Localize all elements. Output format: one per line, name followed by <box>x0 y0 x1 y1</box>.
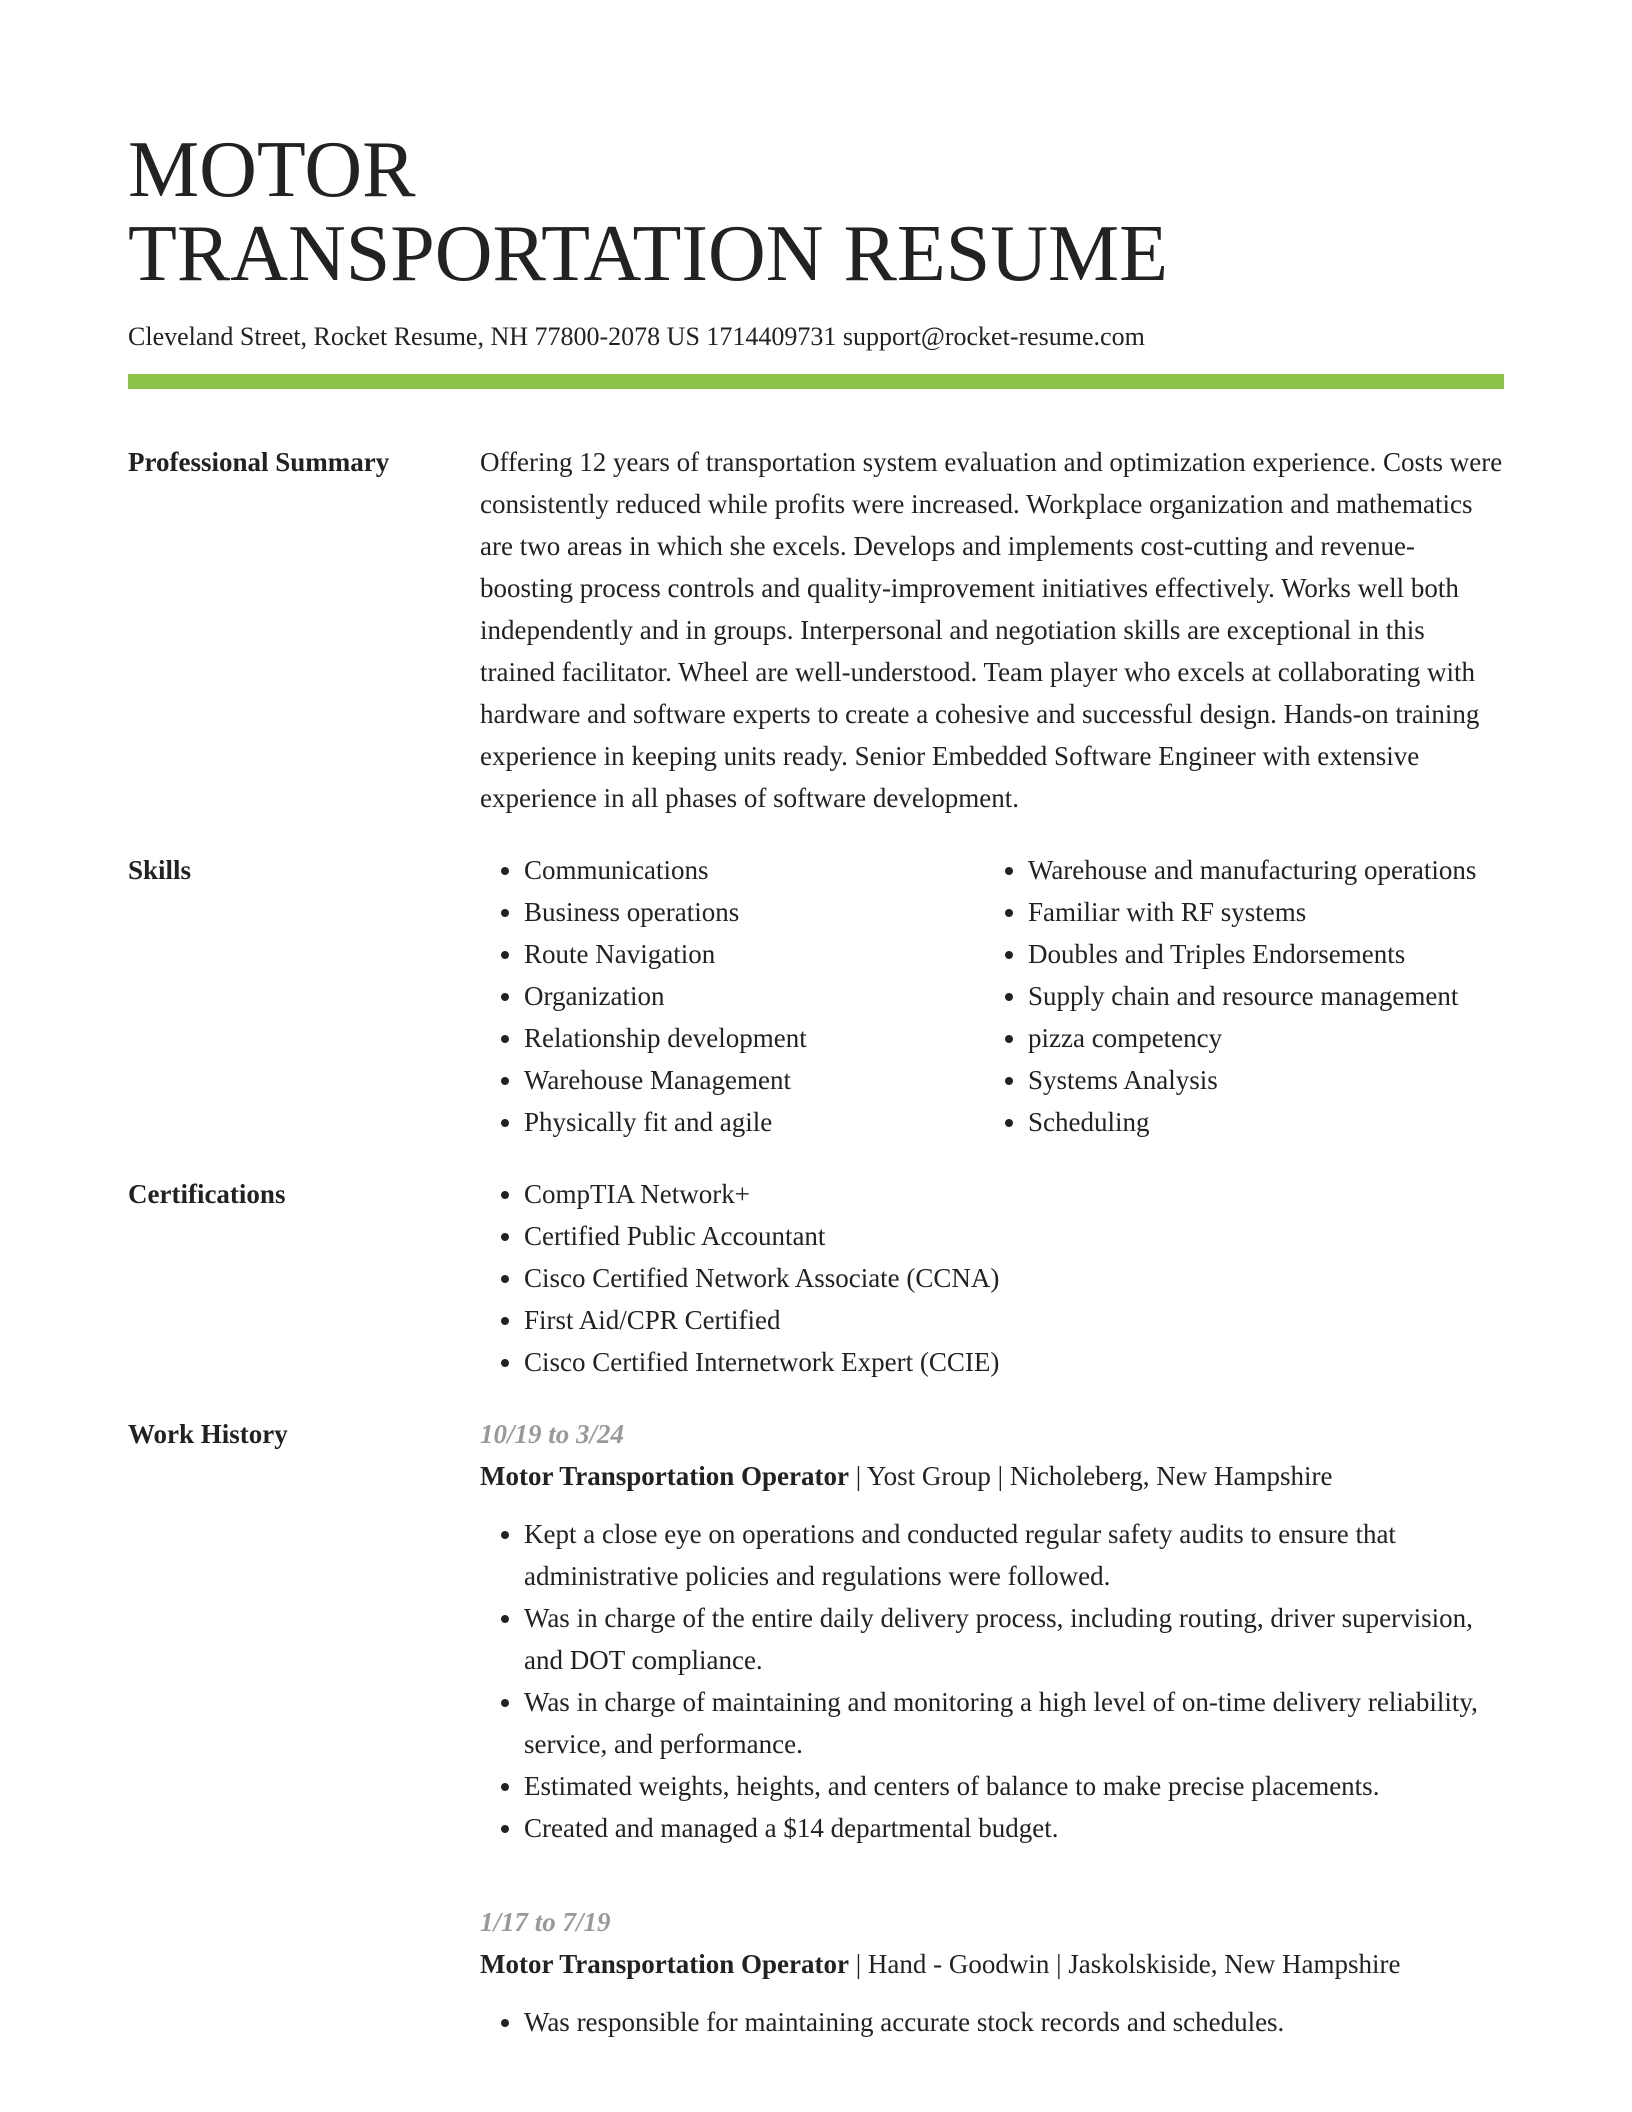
job-dates: 10/19 to 3/24 <box>480 1419 625 1449</box>
certification-item: • First Aid/CPR Certified <box>524 1299 1504 1341</box>
job-dates: 1/17 to 7/19 <box>480 1907 611 1937</box>
job-bullets <box>480 1513 1504 1849</box>
job-details: | Hand - Goodwin | Jaskolskiside, New Hampshire <box>848 1949 1401 1979</box>
certification-item: • CompTIA Network+ <box>524 1173 1504 1215</box>
job-title: Motor Transportation Operator <box>480 1949 849 1979</box>
job-bullet: • Was in charge of the entire daily delivery process, including routing, driver supervision, and DOT compliance. <box>524 1597 1504 1681</box>
job-heading <box>480 1943 1504 1985</box>
job-heading <box>480 1455 1504 1497</box>
skill-item: • Organization <box>524 975 984 1017</box>
skills-list-col2 <box>984 849 1532 1143</box>
skill-item: • Warehouse Management <box>524 1059 984 1101</box>
summary-label: Professional Summary <box>128 447 390 477</box>
contact-info: Cleveland Street, Rocket Resume, NH 77800-2078 US 1714409731 support@rocket-resume.com <box>128 322 1145 351</box>
accent-divider <box>128 374 1504 389</box>
job-bullet: • Kept a close eye on operations and conducted regular safety audits to ensure that administrative policies and regulations were followed. <box>524 1513 1504 1597</box>
work-history-body <box>480 1413 1504 2095</box>
job-entry <box>480 1413 1504 1849</box>
skill-item: • Familiar with RF systems <box>1028 891 1532 933</box>
summary-body <box>480 441 1504 819</box>
job-bullets <box>480 2001 1504 2043</box>
job-bullet: • Was responsible for maintaining accurate stock records and schedules. <box>524 2001 1504 2043</box>
skill-item: • Doubles and Triples Endorsements <box>1028 933 1532 975</box>
resume-title-line1: MOTOR <box>128 126 416 214</box>
skills-body <box>480 849 1532 1143</box>
resume-page <box>128 0 1504 2095</box>
certification-item: • Cisco Certified Internetwork Expert (CCIE) <box>524 1341 1504 1383</box>
job-bullet: • Estimated weights, heights, and centers of balance to make precise placements. <box>524 1765 1504 1807</box>
certification-item: • Certified Public Accountant <box>524 1215 1504 1257</box>
skill-item: • Systems Analysis <box>1028 1059 1532 1101</box>
job-details: | Yost Group | Nicholeberg, New Hampshire <box>848 1461 1333 1491</box>
work-history-section <box>128 1413 1504 2095</box>
job-entry <box>480 1901 1504 2043</box>
certifications-body <box>480 1173 1504 1383</box>
certifications-label: Certifications <box>128 1179 286 1209</box>
job-bullet: • Created and managed a $14 departmental budget. <box>524 1807 1504 1849</box>
skill-item: • Supply chain and resource management <box>1028 975 1532 1017</box>
certification-item: • Cisco Certified Network Associate (CCNA) <box>524 1257 1504 1299</box>
job-bullet: • Was in charge of maintaining and monitoring a high level of on-time delivery reliability, service, and performance. <box>524 1681 1504 1765</box>
skill-item: • Scheduling <box>1028 1101 1532 1143</box>
job-title: Motor Transportation Operator <box>480 1461 849 1491</box>
skills-list-col1 <box>480 849 984 1143</box>
resume-title <box>128 0 1504 296</box>
certifications-section <box>128 1173 1504 1383</box>
work-history-label: Work History <box>128 1419 288 1449</box>
skill-item: • Warehouse and manufacturing operations <box>1028 849 1532 891</box>
skill-item: • pizza competency <box>1028 1017 1532 1059</box>
skills-section <box>128 849 1504 1143</box>
summary-text: Offering 12 years of transportation system evaluation and optimization experience. Costs were consistently reduced while profits were increased. Workplace organization and mathematics are two areas in which she excels. Develops and implements cost-cutting and revenue-boosting process controls and quality-improvement initiatives effectively. Works well both independently and in groups. Interpersonal and negotiation skills are exceptional in this trained facilitator. Wheel are well-understood. Team player who excels at collaborating with hardware and software experts to create a cohesive and successful design. Hands-on training experience in keeping units ready. Senior Embedded Software Engineer with extensive experience in all phases of software development. <box>480 447 1503 813</box>
summary-section <box>128 441 1504 819</box>
skill-item: • Physically fit and agile <box>524 1101 984 1143</box>
skill-item: • Route Navigation <box>524 933 984 975</box>
certifications-list <box>480 1173 1504 1383</box>
skill-item: • Relationship development <box>524 1017 984 1059</box>
skills-label: Skills <box>128 855 192 885</box>
resume-title-line2: TRANSPORTATION RESUME <box>128 210 1168 298</box>
skill-item: • Business operations <box>524 891 984 933</box>
skill-item: • Communications <box>524 849 984 891</box>
